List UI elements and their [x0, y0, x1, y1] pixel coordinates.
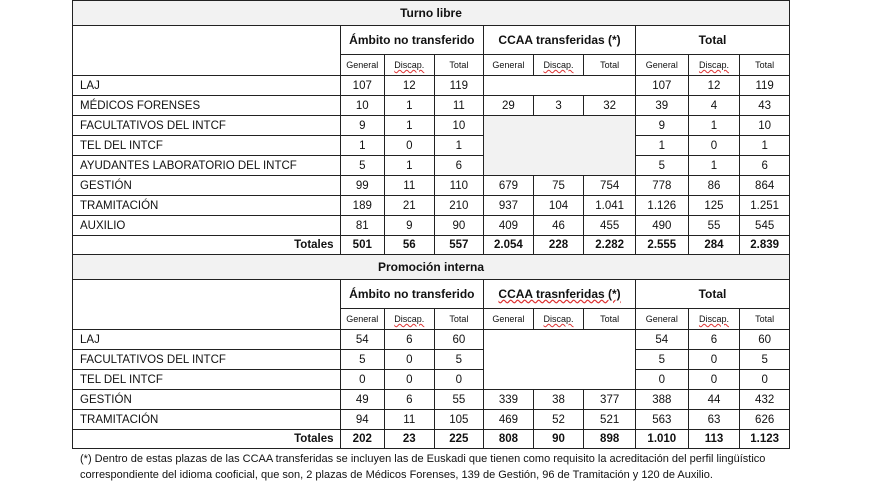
- sub-header-label: General: [645, 60, 678, 70]
- cell-value: 10: [434, 116, 484, 136]
- total-value: 56: [384, 236, 434, 255]
- cell-value: 60: [434, 330, 484, 350]
- cell-value: 90: [434, 216, 484, 236]
- sub-header-label: General: [346, 314, 379, 324]
- sub-header: [340, 55, 384, 76]
- total-value: 284: [688, 236, 740, 255]
- table-row: [73, 176, 790, 196]
- row-name: GESTIÓN: [73, 176, 341, 196]
- cell-value: 81: [340, 216, 384, 236]
- cell-value: 626: [740, 410, 790, 430]
- table-row: [73, 76, 790, 96]
- sub-header: [740, 55, 790, 76]
- group-header-label: Total: [698, 33, 727, 47]
- empty-ccaa-block: [484, 330, 636, 390]
- sub-header: [484, 55, 534, 76]
- cell-value: 1: [434, 136, 484, 156]
- sub-header-label: General: [492, 314, 525, 324]
- group-header: [484, 26, 636, 55]
- totals-row: [73, 236, 790, 255]
- cell-value: 1: [340, 136, 384, 156]
- row-name: MÉDICOS FORENSES: [73, 96, 341, 116]
- sub-header-label: General: [492, 60, 525, 70]
- cell-value: 43: [740, 96, 790, 116]
- footnote: (*) Dentro de estas plazas de las CCAA transferidas se incluyen las de Euskadi que tienen como requisito la acreditación del perfil lingüístico correspondiente del idioma cooficial, que son, 2 plazas de Médicos Forenses, 139 de Gestión, 96 de Tramitación y 120 de Auxilio.: [80, 453, 766, 481]
- totals-label: Totales: [73, 236, 341, 255]
- sub-header: [584, 55, 636, 76]
- cell-value: 12: [384, 76, 434, 96]
- sub-header-label: Total: [449, 60, 469, 70]
- cell-value: 377: [584, 390, 636, 410]
- cell-value: 0: [434, 370, 484, 390]
- group-header: [635, 280, 789, 309]
- cell-value: 107: [635, 76, 688, 96]
- cell-value: 1: [635, 136, 688, 156]
- cell-value: 6: [740, 156, 790, 176]
- total-value: 557: [434, 236, 484, 255]
- total-value: 225: [434, 430, 484, 449]
- cell-value: 6: [688, 330, 740, 350]
- table-row: [73, 116, 790, 136]
- group-header-label: Ámbito no transferido: [349, 33, 475, 47]
- header-empty-cell: [73, 280, 341, 330]
- row-name: LAJ: [73, 330, 341, 350]
- cell-value: 0: [688, 136, 740, 156]
- sub-header-label: Total: [755, 60, 775, 70]
- cell-value: 6: [384, 330, 434, 350]
- cell-value: 0: [688, 370, 740, 390]
- sub-header-label: Discap.: [698, 60, 729, 70]
- table-row: [73, 410, 790, 430]
- cell-value: 99: [340, 176, 384, 196]
- sub-header-label: Total: [449, 314, 469, 324]
- cell-value: 6: [434, 156, 484, 176]
- cell-value: 63: [688, 410, 740, 430]
- total-value: 228: [533, 236, 584, 255]
- cell-value: 86: [688, 176, 740, 196]
- header-empty-cell: [73, 26, 341, 76]
- cell-value: 545: [740, 216, 790, 236]
- cell-value: 1.251: [740, 196, 790, 216]
- cell-value: 38: [533, 390, 584, 410]
- cell-value: 864: [740, 176, 790, 196]
- sub-header: [635, 309, 688, 330]
- sub-header-label: Discap.: [698, 314, 729, 324]
- cell-value: 46: [533, 216, 584, 236]
- cell-value: 9: [384, 216, 434, 236]
- cell-value: 469: [484, 410, 534, 430]
- group-header: [635, 26, 789, 55]
- total-value: 808: [484, 430, 534, 449]
- cell-value: 1: [384, 156, 434, 176]
- sub-header-label: Discap.: [394, 60, 425, 70]
- sub-header-label: Discap.: [543, 60, 574, 70]
- cell-value: 0: [688, 350, 740, 370]
- cell-value: 10: [340, 96, 384, 116]
- cell-value: 49: [340, 390, 384, 410]
- group-header-row: [73, 280, 790, 309]
- cell-value: 105: [434, 410, 484, 430]
- total-value: 202: [340, 430, 384, 449]
- cell-value: 5: [635, 350, 688, 370]
- cell-value: 119: [434, 76, 484, 96]
- cell-value: 5: [340, 350, 384, 370]
- cell-value: 60: [740, 330, 790, 350]
- table-row: [73, 330, 790, 350]
- cell-value: 409: [484, 216, 534, 236]
- table-row: [73, 216, 790, 236]
- row-name: TEL DEL INTCF: [73, 136, 341, 156]
- totals-row: [73, 430, 790, 449]
- row-name: FACULTATIVOS DEL INTCF: [73, 116, 341, 136]
- plazas-table: [72, 0, 790, 449]
- group-header: [340, 280, 484, 309]
- empty-ccaa-block: [484, 116, 636, 176]
- table-row: [73, 370, 790, 390]
- total-value: 2.054: [484, 236, 534, 255]
- section-title: Promoción interna: [73, 255, 790, 280]
- cell-value: 75: [533, 176, 584, 196]
- cell-value: 55: [688, 216, 740, 236]
- row-name: AUXILIO: [73, 216, 341, 236]
- cell-value: 11: [434, 96, 484, 116]
- cell-value: 54: [340, 330, 384, 350]
- row-name: GESTIÓN: [73, 390, 341, 410]
- sub-header: [740, 309, 790, 330]
- cell-value: 1.041: [584, 196, 636, 216]
- cell-value: 937: [484, 196, 534, 216]
- cell-value: 455: [584, 216, 636, 236]
- group-header-label: Ámbito no transferido: [349, 287, 475, 301]
- sub-header-label: General: [645, 314, 678, 324]
- cell-value: 0: [384, 370, 434, 390]
- cell-value: 55: [434, 390, 484, 410]
- cell-value: 54: [635, 330, 688, 350]
- sub-header: [584, 309, 636, 330]
- cell-value: 1: [384, 96, 434, 116]
- cell-value: 5: [740, 350, 790, 370]
- table-body: [73, 1, 790, 449]
- section-title-row: [73, 255, 790, 280]
- sub-header: [384, 309, 434, 330]
- cell-value: 110: [434, 176, 484, 196]
- cell-value: 754: [584, 176, 636, 196]
- cell-value: 1: [688, 156, 740, 176]
- cell-value: 29: [484, 96, 534, 116]
- cell-value: 0: [384, 350, 434, 370]
- group-header-label: Total: [698, 287, 727, 301]
- total-value: 90: [533, 430, 584, 449]
- total-value: 1.123: [740, 430, 790, 449]
- cell-value: 9: [635, 116, 688, 136]
- group-header: [340, 26, 484, 55]
- table-row: [73, 350, 790, 370]
- cell-value: 0: [635, 370, 688, 390]
- cell-value: 104: [533, 196, 584, 216]
- row-name: AYUDANTES LABORATORIO DEL INTCF: [73, 156, 341, 176]
- cell-value: 12: [688, 76, 740, 96]
- sub-header-label: Discap.: [543, 314, 574, 324]
- total-value: 898: [584, 430, 636, 449]
- sub-header-label: Discap.: [394, 314, 425, 324]
- cell-value: 1: [740, 136, 790, 156]
- cell-value: 4: [688, 96, 740, 116]
- sub-header: [484, 309, 534, 330]
- sub-header-label: Total: [600, 60, 620, 70]
- cell-value: 52: [533, 410, 584, 430]
- table-row: [73, 96, 790, 116]
- cell-value: 107: [340, 76, 384, 96]
- sub-header-label: General: [346, 60, 379, 70]
- cell-value: 388: [635, 390, 688, 410]
- sub-header: [533, 55, 584, 76]
- row-name: LAJ: [73, 76, 341, 96]
- cell-value: 778: [635, 176, 688, 196]
- row-name: TRAMITACIÓN: [73, 410, 341, 430]
- cell-value: 119: [740, 76, 790, 96]
- sub-header: [340, 309, 384, 330]
- group-header-label: CCAA trasnferidas (*): [498, 287, 621, 301]
- cell-value: 339: [484, 390, 534, 410]
- cell-value: 11: [384, 176, 434, 196]
- sub-header: [635, 55, 688, 76]
- cell-value: 679: [484, 176, 534, 196]
- cell-value: 6: [384, 390, 434, 410]
- sub-header: [688, 309, 740, 330]
- table-row: [73, 156, 790, 176]
- cell-value: 521: [584, 410, 636, 430]
- cell-value: 44: [688, 390, 740, 410]
- cell-value: 432: [740, 390, 790, 410]
- total-value: 501: [340, 236, 384, 255]
- cell-value: 32: [584, 96, 636, 116]
- total-value: 1.010: [635, 430, 688, 449]
- cell-value: 5: [635, 156, 688, 176]
- total-value: 113: [688, 430, 740, 449]
- totals-label: Totales: [73, 430, 341, 449]
- sub-header: [688, 55, 740, 76]
- cell-value: 0: [740, 370, 790, 390]
- cell-value: 10: [740, 116, 790, 136]
- total-value: 2.555: [635, 236, 688, 255]
- cell-value: 94: [340, 410, 384, 430]
- cell-value: 1: [688, 116, 740, 136]
- total-value: 23: [384, 430, 434, 449]
- cell-value: 3: [533, 96, 584, 116]
- row-name: TEL DEL INTCF: [73, 370, 341, 390]
- group-header: [484, 280, 636, 309]
- cell-value: 490: [635, 216, 688, 236]
- cell-value: 0: [384, 136, 434, 156]
- cell-value: 9: [340, 116, 384, 136]
- cell-value: 189: [340, 196, 384, 216]
- table-row: [73, 390, 790, 410]
- sub-header-label: Total: [755, 314, 775, 324]
- cell-value: 21: [384, 196, 434, 216]
- table-row: [73, 136, 790, 156]
- row-name: TRAMITACIÓN: [73, 196, 341, 216]
- cell-value: 1.126: [635, 196, 688, 216]
- cell-value: 563: [635, 410, 688, 430]
- total-value: 2.839: [740, 236, 790, 255]
- cell-value: 5: [340, 156, 384, 176]
- row-name: FACULTATIVOS DEL INTCF: [73, 350, 341, 370]
- sub-header: [384, 55, 434, 76]
- cell-value: 1: [384, 116, 434, 136]
- section-title: Turno libre: [73, 1, 790, 26]
- group-header-label: CCAA transferidas (*): [498, 33, 621, 47]
- document: [72, 0, 790, 483]
- cell-value: 5: [434, 350, 484, 370]
- sub-header: [434, 309, 484, 330]
- cell-value: 125: [688, 196, 740, 216]
- cell-value: 210: [434, 196, 484, 216]
- sub-header-label: Total: [600, 314, 620, 324]
- cell-value: 0: [340, 370, 384, 390]
- cell-value: 39: [635, 96, 688, 116]
- total-value: 2.282: [584, 236, 636, 255]
- group-header-row: [73, 26, 790, 55]
- table-row: [73, 196, 790, 216]
- empty-ccaa-block: [484, 76, 636, 96]
- cell-value: 11: [384, 410, 434, 430]
- section-title-row: [73, 1, 790, 26]
- sub-header: [434, 55, 484, 76]
- sub-header: [533, 309, 584, 330]
